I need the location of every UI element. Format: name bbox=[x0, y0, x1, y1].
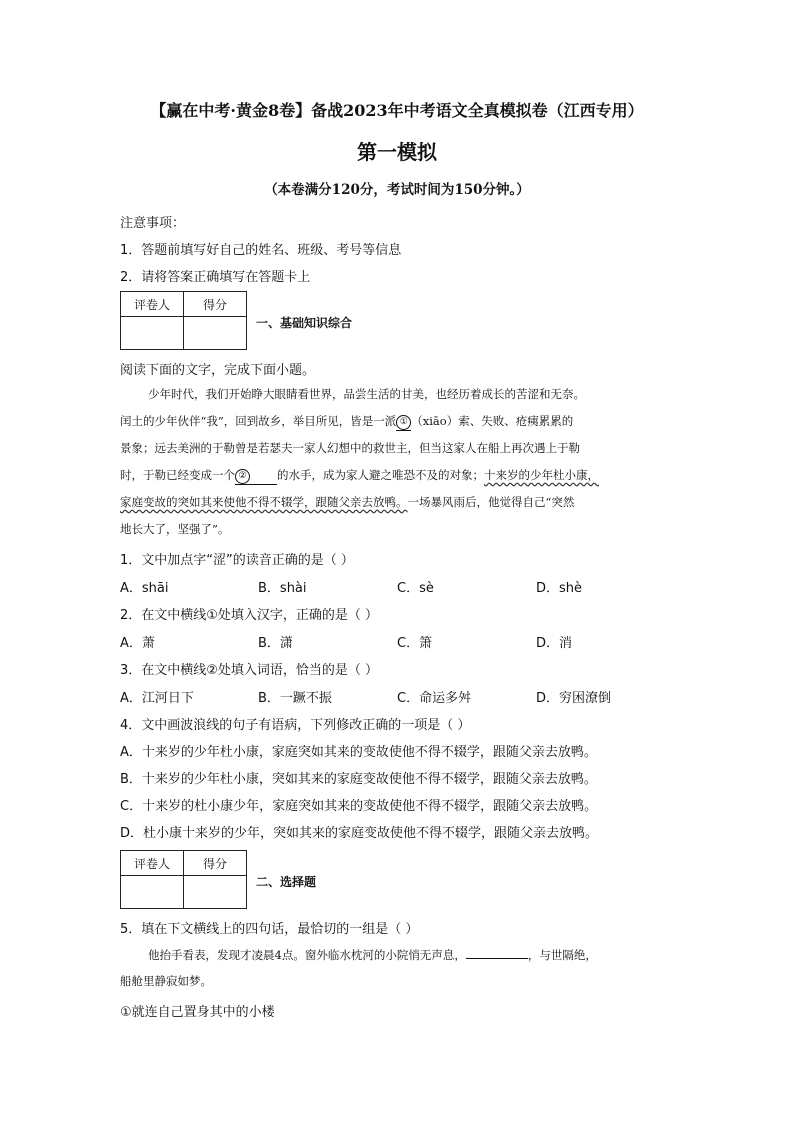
q5-blank[interactable] bbox=[466, 946, 528, 959]
score-table-2 bbox=[120, 850, 247, 909]
q5-item-1: ①就连自己置身其中的小楼 bbox=[120, 1005, 275, 1020]
wavy-sentence-part-1: 十来岁的少年杜小康， bbox=[484, 468, 599, 482]
question-1-option-c[interactable]: C．sè bbox=[397, 581, 434, 596]
passage-line-3: 景象；远去美洲的于勒曾是若瑟夫一家人幻想中的救世主，但当这家人在船上再次遇上于勒 bbox=[120, 441, 580, 455]
blank-marker-2: ② bbox=[235, 469, 250, 484]
section-1-instruction: 阅读下面的文字，完成下面小题。 bbox=[120, 363, 316, 378]
section-1-title: 一、基础知识综合 bbox=[256, 316, 353, 330]
wavy-sentence-part-2: 家庭变故的突如其来使他不得不辍学，跟随父亲去放鸭。 bbox=[120, 495, 408, 509]
question-3-stem: 3．在文中横线②处填入词语，恰当的是（ ） bbox=[120, 663, 379, 678]
blank-marker-1: ① bbox=[396, 415, 411, 430]
question-1-option-b[interactable]: B．shài bbox=[258, 581, 307, 596]
notice-item-2: 2．请将答案正确填写在答题卡上 bbox=[120, 270, 311, 285]
question-1-option-d[interactable]: D．shè bbox=[536, 581, 583, 596]
score-table-2-score-cell[interactable] bbox=[184, 876, 247, 909]
question-3-option-b[interactable]: B．一蹶不振 bbox=[258, 691, 332, 706]
question-4-stem: 4．文中画波浪线的句子有语病，下列修改正确的一项是（ ） bbox=[120, 718, 471, 733]
score-table-2-score-header: 得分 bbox=[184, 851, 247, 876]
score-table-score-cell[interactable] bbox=[184, 317, 247, 350]
question-2-stem: 2．在文中横线①处填入汉字，正确的是（ ） bbox=[120, 608, 379, 623]
exam-note: （本卷满分120分，考试时间为150分钟。） bbox=[264, 182, 530, 198]
question-2-option-c[interactable]: C．箫 bbox=[397, 636, 433, 651]
score-table-grader-header: 评卷人 bbox=[121, 292, 184, 317]
question-3-option-a[interactable]: A．江河日下 bbox=[120, 691, 194, 706]
exam-title: 【赢在中考·黄金8卷】备战2023年中考语文全真模拟卷（江西专用） bbox=[150, 101, 644, 120]
question-4-option-c[interactable]: C．十来岁的杜小康少年，家庭突如其来的变故使他不得不辍学，跟随父亲去放鸭。 bbox=[120, 799, 598, 814]
passage-line-5: 家庭变故的突如其来使他不得不辍学，跟随父亲去放鸭。一场暴风雨后，他觉得自己“突然 bbox=[120, 495, 575, 509]
notice-heading: 注意事项： bbox=[120, 216, 186, 231]
question-1-option-a[interactable]: A．shāi bbox=[120, 581, 169, 596]
score-table-1 bbox=[120, 291, 247, 350]
score-table-2-grader-header: 评卷人 bbox=[121, 851, 184, 876]
exam-subtitle: 第一模拟 bbox=[357, 140, 437, 164]
score-table-2-grader-cell[interactable] bbox=[121, 876, 184, 909]
passage-line-4: 时，于勒已经变成一个 ② 的水手，成为家人避之唯恐不及的对象；十来岁的少年杜小康， bbox=[120, 467, 690, 485]
question-2-option-d[interactable]: D．消 bbox=[536, 636, 573, 651]
question-3-option-d[interactable]: D．穷困潦倒 bbox=[536, 691, 612, 706]
question-4-option-b[interactable]: B．十来岁的少年杜小康，突如其来的家庭变故使他不得不辍学，跟随父亲去放鸭。 bbox=[120, 772, 597, 787]
question-2-option-b[interactable]: B．潇 bbox=[258, 636, 293, 651]
passage-line-6: 地长大了，坚强了”。 bbox=[120, 522, 230, 536]
question-4-option-d[interactable]: D．杜小康十来岁的少年，突如其来的家庭变故使他不得不辍学，跟随父亲去放鸭。 bbox=[120, 826, 599, 841]
section-2-title: 二、选择题 bbox=[256, 875, 317, 889]
q5-passage-line-2: 船舱里静寂如梦。 bbox=[120, 974, 212, 988]
notice-item-1: 1．答题前填写好自己的姓名、班级、考号等信息 bbox=[120, 243, 402, 258]
question-4-option-a[interactable]: A．十来岁的少年杜小康，家庭突如其来的变故使他不得不辍学，跟随父亲去放鸭。 bbox=[120, 745, 597, 760]
q5-passage-line-1: 他抬手看表，发现才凌晨4点。窗外临水枕河的小院悄无声息， ，与世隔绝， bbox=[148, 948, 597, 962]
question-3-option-c[interactable]: C．命运多舛 bbox=[397, 691, 472, 706]
question-1-stem: 1．文中加点字“涩”的读音正确的是（ ） bbox=[120, 553, 354, 568]
score-table-grader-cell[interactable] bbox=[121, 317, 184, 350]
question-5-stem: 5．填在下文横线上的四句话，最恰切的一组是（ ） bbox=[120, 922, 419, 937]
passage-line-1: 少年时代，我们开始睁大眼睛看世界，品尝生活的甘美，也经历着成长的苦涩和无奈。 bbox=[148, 387, 585, 401]
passage-line-2: 闰土的少年伙伴“我”，回到故乡，举目所见，皆是一派 ① （xiāo）索、失败、疮痍累累的 bbox=[120, 413, 690, 431]
question-2-option-a[interactable]: A．萧 bbox=[120, 636, 155, 651]
score-table-score-header: 得分 bbox=[184, 292, 247, 317]
